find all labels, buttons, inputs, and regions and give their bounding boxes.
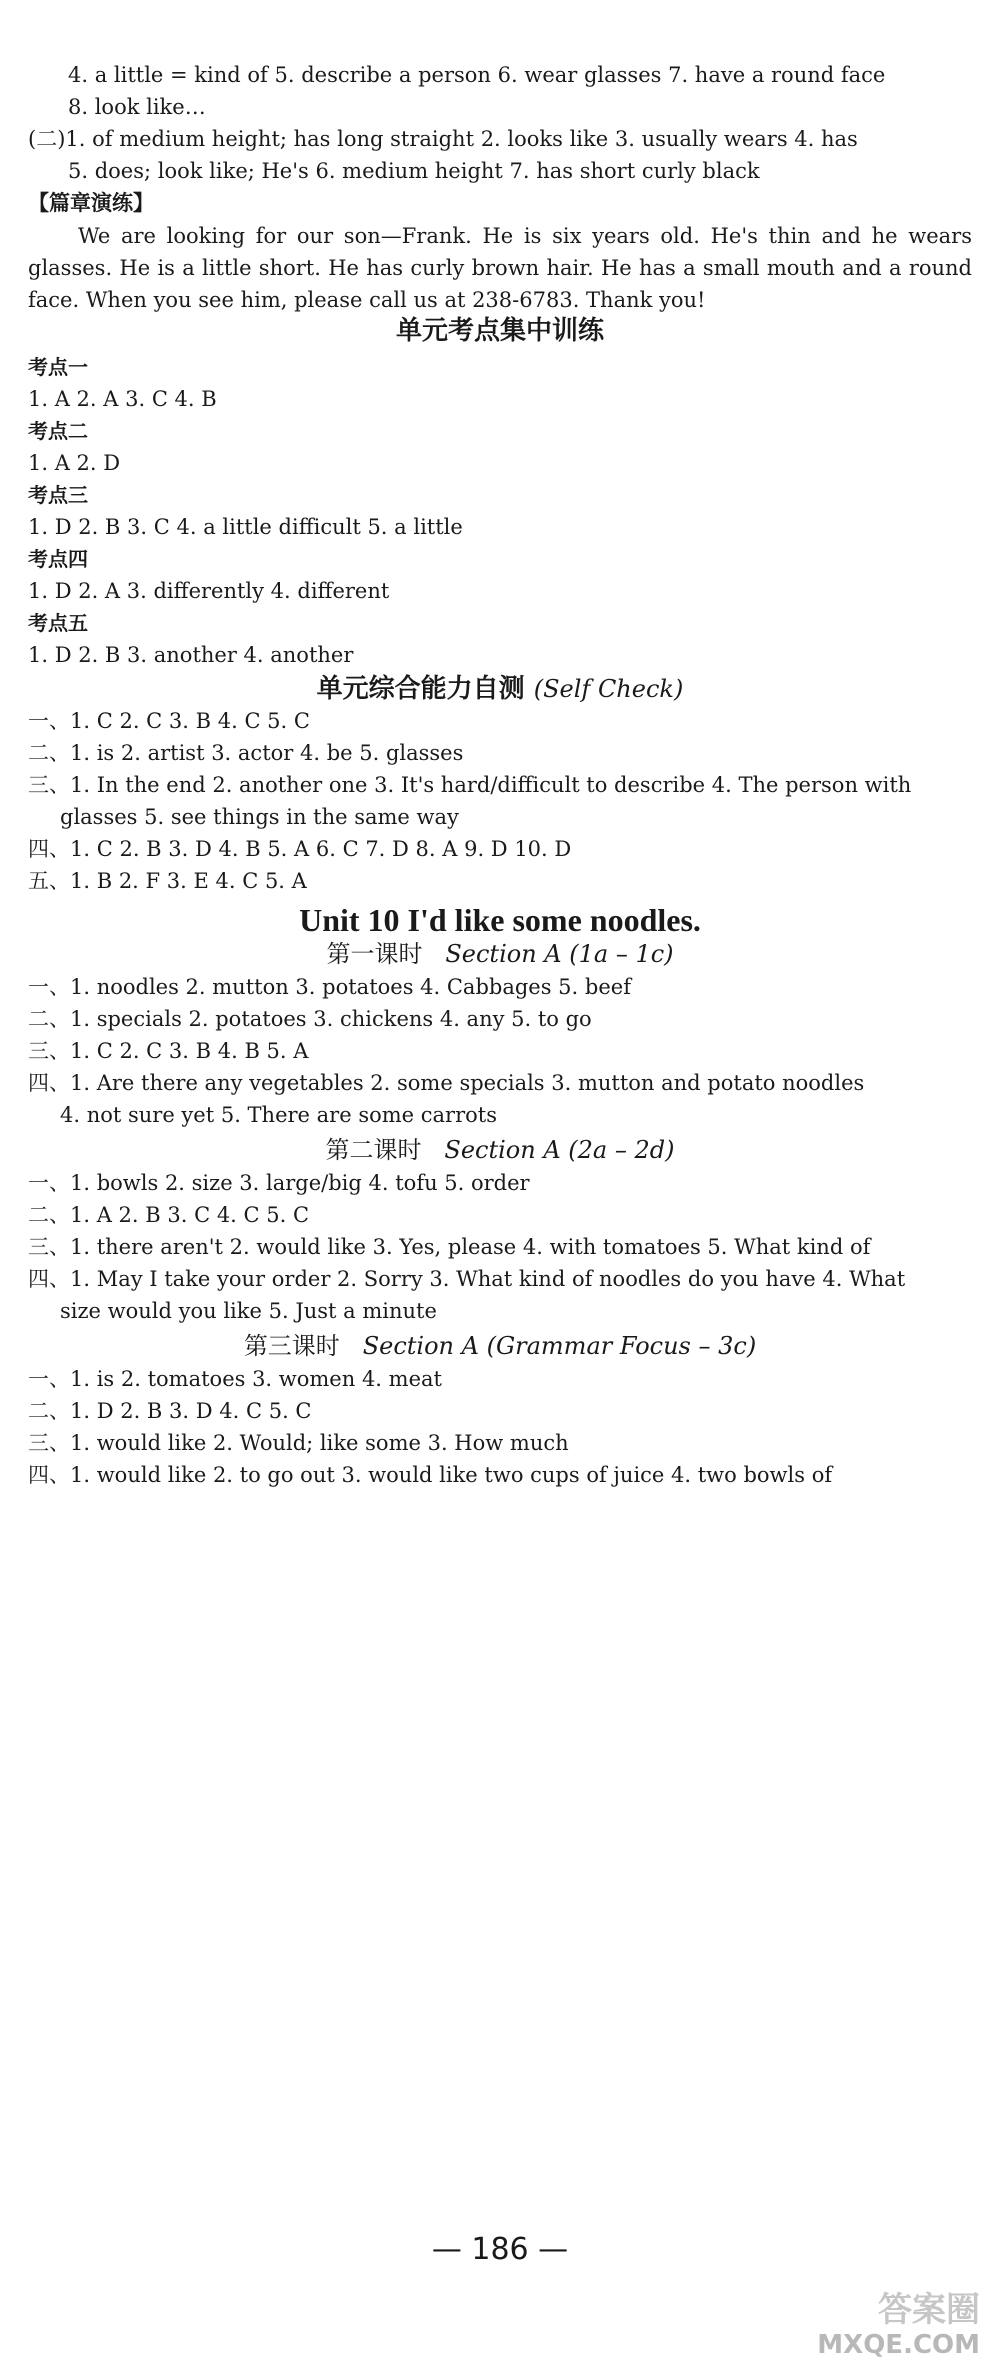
point-label: 考点一 — [28, 355, 88, 379]
answer-line: 4. a little = kind of 5. describe a person 6. wear glasses 7. have a round face — [68, 63, 886, 87]
answer-line: 二、1. A 2. B 3. C 4. C 5. C — [28, 1203, 310, 1227]
heading-cn: 单元综合能力自测 — [316, 674, 525, 704]
section-heading — [0, 672, 1000, 706]
unit-title: Unit 10 I'd like some noodles. — [299, 902, 701, 938]
answer-line: 5. does; look like; He's 6. medium height 7. has short curly black — [68, 159, 760, 183]
answer-line: (二)1. of medium height; has long straight 2. looks like 3. usually wears 4. has — [28, 127, 858, 151]
watermark-logo — [817, 2290, 980, 2360]
answer-line: 1. D 2. B 3. C 4. a little difficult 5. a little — [28, 515, 463, 539]
answer-line: 1. D 2. B 3. another 4. another — [28, 643, 354, 667]
watermark-text: 答案圈 — [878, 2290, 980, 2330]
answer-line: 四、1. would like 2. to go out 3. would like two cups of juice 4. two bowls of — [28, 1463, 833, 1487]
answer-line: 二、1. D 2. B 3. D 4. C 5. C — [28, 1399, 312, 1423]
answer-line: 1. A 2. A 3. C 4. B — [28, 387, 217, 411]
answer-line: 五、1. B 2. F 3. E 4. C 5. A — [28, 869, 307, 893]
point-label: 考点五 — [28, 611, 88, 635]
lesson-cn: 第一课时 — [326, 940, 423, 968]
point-label: 考点三 — [28, 483, 88, 507]
answer-line: 1. A 2. D — [28, 451, 121, 475]
answer-line: glasses 5. see things in the same way — [60, 805, 459, 829]
section-heading: 单元考点集中训练 — [395, 316, 604, 346]
passage-paragraph: We are looking for our son—Frank. He is six years old. He's thin and he wears glasses. He is a little short. He has curly brown hair. He has a small mouth and a round face. When you see him, please call us at 238-6783. Thank you! — [28, 224, 972, 312]
answer-line: 四、1. C 2. B 3. D 4. B 5. A 6. C 7. D 8. A 9. D 10. D — [28, 837, 572, 861]
answer-line: 四、1. Are there any vegetables 2. some specials 3. mutton and potato noodles — [28, 1071, 865, 1095]
answer-line: 8. look like… — [68, 95, 206, 119]
answer-line: 四、1. May I take your order 2. Sorry 3. What kind of noodles do you have 4. What — [28, 1267, 906, 1291]
lesson-en: Section A (1a – 1c) — [445, 940, 674, 968]
lesson-en: Section A (2a – 2d) — [444, 1136, 675, 1164]
lesson-heading — [0, 1330, 1000, 1362]
lesson-cn: 第二课时 — [325, 1136, 422, 1164]
answer-line: 三、1. there aren't 2. would like 3. Yes, please 4. with tomatoes 5. What kind of — [28, 1235, 871, 1259]
answer-line: 一、1. is 2. tomatoes 3. women 4. meat — [28, 1367, 442, 1391]
answer-line: 1. D 2. A 3. differently 4. different — [28, 579, 390, 603]
point-label: 考点四 — [28, 547, 88, 571]
lesson-heading — [0, 1134, 1000, 1166]
lesson-en: Section A (Grammar Focus – 3c) — [362, 1332, 757, 1360]
watermark-url: MXQE.COM — [817, 2330, 980, 2360]
answer-line: 二、1. is 2. artist 3. actor 4. be 5. glasses — [28, 741, 464, 765]
answer-line: 三、1. In the end 2. another one 3. It's hard/difficult to describe 4. The person with — [28, 773, 912, 797]
answer-line: 三、1. C 2. C 3. B 4. B 5. A — [28, 1039, 309, 1063]
answer-line: 一、1. bowls 2. size 3. large/big 4. tofu 5. order — [28, 1171, 530, 1195]
section-label: 【篇章演练】 — [28, 191, 154, 215]
lesson-cn: 第三课时 — [243, 1332, 340, 1360]
answer-line: 4. not sure yet 5. There are some carrots — [60, 1103, 497, 1127]
answer-line: 一、1. noodles 2. mutton 3. potatoes 4. Cabbages 5. beef — [28, 975, 631, 999]
point-label: 考点二 — [28, 419, 88, 443]
answer-line: size would you like 5. Just a minute — [60, 1299, 437, 1323]
heading-en: (Self Check) — [533, 675, 684, 703]
answer-line: 三、1. would like 2. Would; like some 3. How much — [28, 1431, 569, 1455]
page-number: — 186 — — [431, 2232, 569, 2267]
lesson-heading — [0, 938, 1000, 970]
answer-line: 二、1. specials 2. potatoes 3. chickens 4. any 5. to go — [28, 1007, 592, 1031]
answer-line: 一、1. C 2. C 3. B 4. C 5. C — [28, 709, 310, 733]
